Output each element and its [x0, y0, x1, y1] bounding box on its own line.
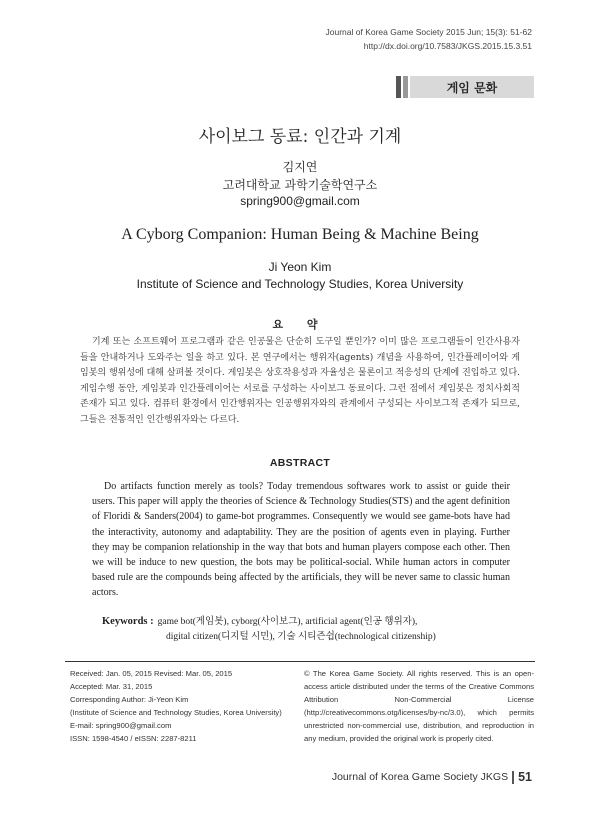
affiliation-english: Institute of Science and Technology Studies, Korea University: [136, 277, 464, 291]
keywords-line-1: game bot(게임봇), cyborg(사이보그), artificial agent(인공 행위자),: [157, 617, 418, 627]
title-korean: 사이보그 동료: 인간과 기계: [198, 127, 402, 147]
abstract-english-heading: ABSTRACT: [269, 457, 331, 469]
issn-line: ISSN: 1598-4540 / eISSN: 2287-8211: [70, 734, 197, 743]
corresponding-author-line: Corresponding Author: Ji-Yeon Kim: [70, 695, 189, 704]
page-footer: [332, 770, 532, 784]
accepted-line: Accepted: Mar. 31, 2015: [70, 682, 153, 691]
license-notice: © The Korea Game Society. All rights reserved. This is an open-access article distributed under the terms of the Creative Commons Attribution Non-Commercial License (http://creativecommons.otg/licenses/by-nc/3.0), which permits unrestricted non-commercial use, distribution, and reproduction in any medium, provided the original work is properly cited.: [304, 669, 534, 743]
footer-divider: [65, 661, 535, 662]
submission-info: [70, 667, 300, 745]
received-revised-line: Received: Jan. 05, 2015 Revised: Mar. 05, 2015: [70, 669, 233, 678]
journal-citation: Journal of Korea Game Society 2015 Jun; 15(3): 51-62: [325, 27, 532, 37]
abstract-korean-heading: 요 약: [272, 318, 328, 331]
title-english: A Cyborg Companion: Human Being & Machine Being: [121, 226, 479, 243]
footer-journal-name: Journal of Korea Game Society JKGS: [331, 771, 509, 783]
page-number: 51: [518, 770, 532, 784]
abstract-english-text: Do artifacts function merely as tools? Today tremendous softwares work to assist or guide their users. This paper will apply the theories of Science & Technology Studies(STS) and the agent definition of Floridi & Sanders(2004) to game-bot programmes. Consequently we would see game-bots have had the interactivity, autonomy and adaptability. They are the position of agents even in playing. Further they may be companion relationship in the way that bots and human players compose each other. Then we will be induce to new question, the bots may be political-social. While human actors in computer based rule are the compounds being affected by the artificials, they will be never same to classic human actors.: [92, 481, 510, 599]
abstract-korean-text: 기계 또는 소프트웨어 프로그램과 같은 인공물은 단순히 도구일 뿐인가? 이미 많은 프로그램들이 인간사용자들을 안내하거나 도와주는 일을 하고 있다. 본 연구에서는 행위자(agents) 개념을 사용하여, 인간플레이어와 게임봇의 행위성에 대해 살펴볼 것이다. 게임봇은 상호작용성과 자율성은 물론이고 적응성의 단계에 진입하고 있다. 게임수행 동안, 게임봇과 인간플레이어는 서로를 구성하는 사이보그 동료이다. 그런 점에서 게임봇은 정치사회적 존재가 되고 있다. 컴퓨터 환경에서 인간행위자는 인공행위자와의 관계에서 구성되는 사이보그적 존재가 되므로, 그들은 전통적인 인간행위자와는 다르다.: [80, 337, 520, 425]
author-english: Ji Yeon Kim: [268, 260, 332, 274]
corresponding-affiliation-line: (Institute of Science and Technology Studies, Korea University): [70, 708, 282, 717]
author-korean: 김지연: [282, 160, 318, 174]
corresponding-email-line[interactable]: E-mail: spring900@gmail.com: [70, 721, 172, 730]
keywords-line-2: digital citizen(디지털 시민), 기술 시티즌쉽(technological citizenship): [166, 632, 436, 642]
affiliation-korean: 고려대학교 과학기술학연구소: [222, 178, 378, 192]
keywords-block: [102, 614, 532, 645]
doi-link[interactable]: http://dx.doi.org/10.7583/JKGS.2015.15.3.51: [363, 41, 532, 51]
section-tag: [396, 76, 534, 98]
footer-separator: [512, 771, 514, 784]
keywords-label: Keywords :: [102, 616, 154, 627]
journal-header: [326, 25, 532, 53]
author-email[interactable]: spring900@gmail.com: [240, 194, 360, 208]
tag-bar-dark: [396, 76, 401, 98]
section-label: 게임 문화: [410, 76, 534, 98]
tag-bar-light: [403, 76, 408, 98]
